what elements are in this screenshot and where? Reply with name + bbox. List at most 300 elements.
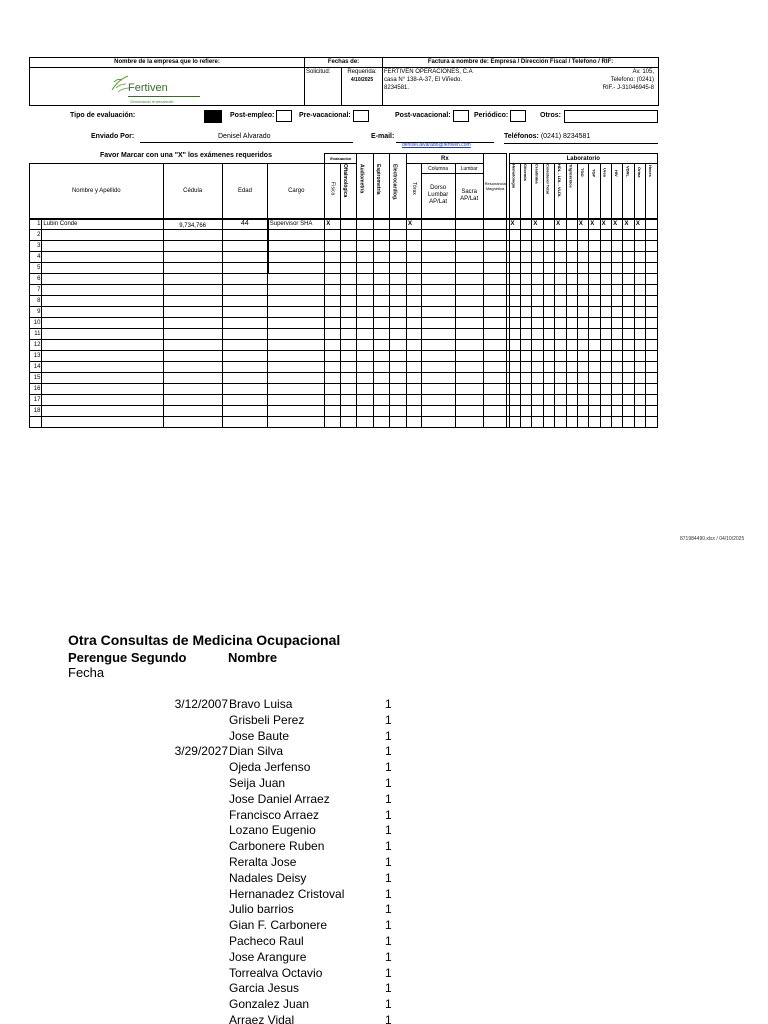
table-cell[interactable] xyxy=(612,285,623,296)
table-cell[interactable] xyxy=(340,406,357,417)
table-cell[interactable] xyxy=(421,351,455,362)
table-cell[interactable] xyxy=(421,373,455,384)
table-cell[interactable] xyxy=(357,406,374,417)
table-cell[interactable] xyxy=(42,318,163,329)
table-cell[interactable] xyxy=(646,307,658,318)
table-cell[interactable] xyxy=(390,351,407,362)
table-cell[interactable] xyxy=(600,384,611,395)
table-cell[interactable] xyxy=(407,384,422,395)
table-cell[interactable] xyxy=(421,318,455,329)
post-empleo-checkbox[interactable] xyxy=(276,110,292,122)
table-cell[interactable] xyxy=(634,373,645,384)
table-cell[interactable] xyxy=(555,329,566,340)
table-cell[interactable] xyxy=(163,252,222,263)
table-row[interactable] xyxy=(30,252,658,263)
table-cell[interactable] xyxy=(222,241,268,252)
table-cell[interactable] xyxy=(634,296,645,307)
table-cell[interactable] xyxy=(646,329,658,340)
table-cell[interactable] xyxy=(373,241,390,252)
table-cell[interactable] xyxy=(577,329,588,340)
table-cell[interactable] xyxy=(357,395,374,406)
table-cell[interactable] xyxy=(407,285,422,296)
table-cell[interactable] xyxy=(555,307,566,318)
tipo-filled-box[interactable] xyxy=(204,110,222,123)
table-cell[interactable] xyxy=(390,340,407,351)
mark-cell[interactable] xyxy=(646,219,658,230)
table-cell[interactable] xyxy=(407,329,422,340)
table-cell[interactable] xyxy=(42,351,163,362)
table-cell[interactable] xyxy=(42,362,163,373)
table-cell[interactable] xyxy=(532,329,543,340)
table-cell[interactable] xyxy=(357,296,374,307)
table-cell[interactable] xyxy=(222,307,268,318)
table-cell[interactable] xyxy=(612,307,623,318)
table-cell[interactable] xyxy=(566,241,577,252)
table-cell[interactable] xyxy=(589,362,600,373)
mark-cell[interactable] xyxy=(357,219,374,230)
table-cell[interactable] xyxy=(325,318,341,329)
table-cell[interactable] xyxy=(634,351,645,362)
table-cell[interactable] xyxy=(623,230,634,241)
table-cell[interactable] xyxy=(543,318,554,329)
table-cell[interactable] xyxy=(421,230,455,241)
table-cell[interactable] xyxy=(340,252,357,263)
table-cell[interactable] xyxy=(407,252,422,263)
table-cell[interactable] xyxy=(577,318,588,329)
table-cell[interactable] xyxy=(623,373,634,384)
table-cell[interactable] xyxy=(589,318,600,329)
table-cell[interactable] xyxy=(483,384,507,395)
table-cell[interactable] xyxy=(421,252,455,263)
table-cell[interactable] xyxy=(373,318,390,329)
mark-lab-10[interactable]: X xyxy=(623,219,634,230)
table-cell[interactable] xyxy=(612,241,623,252)
table-cell[interactable] xyxy=(600,263,611,274)
table-cell[interactable] xyxy=(340,263,357,274)
table-cell[interactable] xyxy=(509,329,520,340)
table-cell[interactable] xyxy=(555,351,566,362)
table-cell[interactable] xyxy=(373,384,390,395)
table-cell[interactable] xyxy=(600,329,611,340)
row-edad[interactable]: 44 xyxy=(222,219,268,230)
table-cell[interactable] xyxy=(509,406,520,417)
table-cell[interactable] xyxy=(483,263,507,274)
table-row[interactable] xyxy=(30,241,658,252)
table-cell[interactable] xyxy=(509,318,520,329)
table-row[interactable] xyxy=(30,307,658,318)
mark-fisica[interactable]: X xyxy=(325,219,341,230)
table-cell[interactable] xyxy=(407,318,422,329)
table-row[interactable] xyxy=(30,230,658,241)
table-cell[interactable] xyxy=(577,274,588,285)
table-cell[interactable] xyxy=(357,263,374,274)
table-cell[interactable] xyxy=(421,285,455,296)
table-cell[interactable] xyxy=(483,340,507,351)
table-cell[interactable] xyxy=(555,384,566,395)
table-cell[interactable] xyxy=(357,318,374,329)
table-cell[interactable] xyxy=(222,340,268,351)
table-cell[interactable] xyxy=(634,263,645,274)
table-cell[interactable] xyxy=(623,329,634,340)
table-cell[interactable] xyxy=(646,318,658,329)
table-cell[interactable] xyxy=(390,329,407,340)
table-row[interactable] xyxy=(30,274,658,285)
table-cell[interactable] xyxy=(646,285,658,296)
table-cell[interactable] xyxy=(421,307,455,318)
table-cell[interactable] xyxy=(612,329,623,340)
table-row[interactable] xyxy=(30,351,658,362)
table-cell[interactable] xyxy=(520,351,531,362)
table-cell[interactable] xyxy=(612,384,623,395)
table-cell[interactable] xyxy=(222,318,268,329)
table-cell[interactable] xyxy=(623,296,634,307)
table-cell[interactable] xyxy=(509,285,520,296)
table-cell[interactable] xyxy=(340,296,357,307)
table-cell[interactable] xyxy=(390,296,407,307)
table-cell[interactable] xyxy=(455,274,483,285)
table-cell[interactable] xyxy=(325,285,341,296)
table-cell[interactable] xyxy=(407,274,422,285)
table-cell[interactable] xyxy=(555,285,566,296)
table-cell[interactable] xyxy=(222,351,268,362)
table-cell[interactable] xyxy=(222,274,268,285)
table-cell[interactable] xyxy=(612,274,623,285)
table-cell[interactable] xyxy=(455,384,483,395)
mark-torax[interactable]: X xyxy=(407,219,422,230)
table-cell[interactable] xyxy=(509,362,520,373)
table-cell[interactable] xyxy=(646,406,658,417)
table-cell[interactable] xyxy=(222,252,268,263)
table-cell[interactable] xyxy=(325,230,341,241)
table-cell[interactable] xyxy=(566,373,577,384)
table-cell[interactable] xyxy=(634,274,645,285)
table-cell[interactable] xyxy=(421,384,455,395)
table-cell[interactable] xyxy=(373,285,390,296)
table-cell[interactable] xyxy=(483,230,507,241)
table-cell[interactable] xyxy=(163,274,222,285)
table-cell[interactable] xyxy=(532,307,543,318)
table-cell[interactable] xyxy=(268,406,325,417)
table-cell[interactable] xyxy=(532,285,543,296)
table-cell[interactable] xyxy=(222,406,268,417)
table-cell[interactable] xyxy=(340,241,357,252)
table-cell[interactable] xyxy=(42,230,163,241)
table-row[interactable] xyxy=(30,373,658,384)
table-cell[interactable] xyxy=(390,263,407,274)
table-cell[interactable] xyxy=(340,318,357,329)
table-cell[interactable] xyxy=(623,395,634,406)
table-cell[interactable] xyxy=(407,406,422,417)
table-cell[interactable] xyxy=(455,395,483,406)
table-row[interactable] xyxy=(30,219,658,230)
table-cell[interactable] xyxy=(483,329,507,340)
table-row[interactable] xyxy=(30,406,658,417)
table-cell[interactable] xyxy=(623,340,634,351)
table-cell[interactable] xyxy=(634,362,645,373)
table-cell[interactable] xyxy=(42,252,163,263)
table-cell[interactable] xyxy=(390,373,407,384)
table-cell[interactable] xyxy=(455,307,483,318)
table-cell[interactable] xyxy=(612,296,623,307)
table-cell[interactable] xyxy=(532,318,543,329)
table-cell[interactable] xyxy=(373,263,390,274)
table-cell[interactable] xyxy=(483,406,507,417)
table-cell[interactable] xyxy=(42,395,163,406)
table-cell[interactable] xyxy=(340,274,357,285)
table-cell[interactable] xyxy=(566,329,577,340)
table-cell[interactable] xyxy=(646,252,658,263)
table-cell[interactable] xyxy=(566,230,577,241)
mark-cell[interactable] xyxy=(483,219,507,230)
table-cell[interactable] xyxy=(222,329,268,340)
table-cell[interactable] xyxy=(268,274,325,285)
table-cell[interactable] xyxy=(577,395,588,406)
table-cell[interactable] xyxy=(268,384,325,395)
table-cell[interactable] xyxy=(520,285,531,296)
table-cell[interactable] xyxy=(357,285,374,296)
table-cell[interactable] xyxy=(163,406,222,417)
table-cell[interactable] xyxy=(532,274,543,285)
table-cell[interactable] xyxy=(543,241,554,252)
table-cell[interactable] xyxy=(390,230,407,241)
table-cell[interactable] xyxy=(623,263,634,274)
table-cell[interactable] xyxy=(455,241,483,252)
table-cell[interactable] xyxy=(543,406,554,417)
table-cell[interactable] xyxy=(325,252,341,263)
table-cell[interactable] xyxy=(407,362,422,373)
table-cell[interactable] xyxy=(555,395,566,406)
table-cell[interactable] xyxy=(543,296,554,307)
mark-lab-8[interactable]: X xyxy=(600,219,611,230)
table-cell[interactable] xyxy=(623,351,634,362)
table-cell[interactable] xyxy=(555,362,566,373)
table-cell[interactable] xyxy=(268,340,325,351)
table-cell[interactable] xyxy=(589,274,600,285)
table-cell[interactable] xyxy=(646,263,658,274)
table-cell[interactable] xyxy=(325,373,341,384)
mark-lab-11[interactable]: X xyxy=(634,219,645,230)
table-cell[interactable] xyxy=(357,340,374,351)
table-cell[interactable] xyxy=(566,362,577,373)
mark-cell[interactable] xyxy=(373,219,390,230)
table-cell[interactable] xyxy=(509,307,520,318)
table-cell[interactable] xyxy=(340,384,357,395)
table-cell[interactable] xyxy=(325,395,341,406)
table-cell[interactable] xyxy=(520,340,531,351)
table-cell[interactable] xyxy=(646,351,658,362)
table-cell[interactable] xyxy=(600,362,611,373)
table-cell[interactable] xyxy=(646,296,658,307)
table-cell[interactable] xyxy=(268,373,325,384)
table-cell[interactable] xyxy=(612,351,623,362)
table-cell[interactable] xyxy=(600,241,611,252)
pre-vacacional-checkbox[interactable] xyxy=(353,110,369,122)
table-cell[interactable] xyxy=(555,340,566,351)
table-cell[interactable] xyxy=(543,351,554,362)
table-cell[interactable] xyxy=(390,318,407,329)
table-row[interactable] xyxy=(30,395,658,406)
table-cell[interactable] xyxy=(340,329,357,340)
table-cell[interactable] xyxy=(555,406,566,417)
table-cell[interactable] xyxy=(222,285,268,296)
table-cell[interactable] xyxy=(407,263,422,274)
table-cell[interactable] xyxy=(520,406,531,417)
table-cell[interactable] xyxy=(634,340,645,351)
table-cell[interactable] xyxy=(623,307,634,318)
table-cell[interactable] xyxy=(612,362,623,373)
table-cell[interactable] xyxy=(555,241,566,252)
table-cell[interactable] xyxy=(325,241,341,252)
table-cell[interactable] xyxy=(589,241,600,252)
table-cell[interactable] xyxy=(509,395,520,406)
table-cell[interactable] xyxy=(600,318,611,329)
table-cell[interactable] xyxy=(373,373,390,384)
table-cell[interactable] xyxy=(163,241,222,252)
table-cell[interactable] xyxy=(390,307,407,318)
post-vacacional-checkbox[interactable] xyxy=(453,110,469,122)
table-cell[interactable] xyxy=(589,307,600,318)
table-cell[interactable] xyxy=(566,318,577,329)
table-cell[interactable] xyxy=(421,406,455,417)
table-cell[interactable] xyxy=(268,296,325,307)
table-cell[interactable] xyxy=(509,340,520,351)
table-cell[interactable] xyxy=(566,384,577,395)
table-cell[interactable] xyxy=(520,263,531,274)
table-cell[interactable] xyxy=(589,395,600,406)
table-cell[interactable] xyxy=(268,307,325,318)
table-cell[interactable] xyxy=(222,395,268,406)
table-cell[interactable] xyxy=(589,351,600,362)
table-row[interactable] xyxy=(30,417,658,428)
table-row[interactable] xyxy=(30,340,658,351)
table-cell[interactable] xyxy=(555,296,566,307)
table-cell[interactable] xyxy=(577,362,588,373)
table-cell[interactable] xyxy=(325,340,341,351)
table-cell[interactable] xyxy=(646,241,658,252)
table-cell[interactable] xyxy=(520,318,531,329)
table-cell[interactable] xyxy=(268,230,325,241)
table-cell[interactable] xyxy=(577,241,588,252)
table-cell[interactable] xyxy=(646,384,658,395)
table-cell[interactable] xyxy=(589,263,600,274)
table-cell[interactable] xyxy=(340,362,357,373)
table-cell[interactable] xyxy=(483,296,507,307)
table-cell[interactable] xyxy=(421,296,455,307)
enviado-field[interactable] xyxy=(140,133,353,143)
table-cell[interactable] xyxy=(623,241,634,252)
table-cell[interactable] xyxy=(455,329,483,340)
table-cell[interactable] xyxy=(340,351,357,362)
table-cell[interactable] xyxy=(566,285,577,296)
table-cell[interactable] xyxy=(357,384,374,395)
table-cell[interactable] xyxy=(612,395,623,406)
table-cell[interactable] xyxy=(577,373,588,384)
table-cell[interactable] xyxy=(421,241,455,252)
table-cell[interactable] xyxy=(566,406,577,417)
mark-cell[interactable] xyxy=(520,219,531,230)
table-cell[interactable] xyxy=(600,252,611,263)
table-cell[interactable] xyxy=(455,230,483,241)
table-cell[interactable] xyxy=(373,406,390,417)
table-cell[interactable] xyxy=(357,252,374,263)
table-cell[interactable] xyxy=(455,318,483,329)
table-cell[interactable] xyxy=(600,296,611,307)
table-cell[interactable] xyxy=(407,230,422,241)
table-cell[interactable] xyxy=(421,329,455,340)
table-cell[interactable] xyxy=(340,307,357,318)
table-cell[interactable] xyxy=(532,340,543,351)
table-cell[interactable] xyxy=(340,285,357,296)
table-cell[interactable] xyxy=(268,362,325,373)
table-cell[interactable] xyxy=(373,351,390,362)
table-cell[interactable] xyxy=(455,351,483,362)
table-cell[interactable] xyxy=(407,241,422,252)
table-cell[interactable] xyxy=(390,384,407,395)
table-cell[interactable] xyxy=(509,373,520,384)
table-cell[interactable] xyxy=(532,406,543,417)
table-cell[interactable] xyxy=(357,241,374,252)
otros-input[interactable] xyxy=(564,110,658,123)
table-cell[interactable] xyxy=(543,373,554,384)
table-cell[interactable] xyxy=(222,384,268,395)
table-cell[interactable] xyxy=(543,395,554,406)
table-cell[interactable] xyxy=(455,406,483,417)
row-cargo[interactable]: Supervisor SHA xyxy=(268,219,325,230)
table-cell[interactable] xyxy=(555,373,566,384)
table-cell[interactable] xyxy=(555,318,566,329)
table-cell[interactable] xyxy=(577,351,588,362)
mark-cell[interactable] xyxy=(455,219,483,230)
row-nombre[interactable]: Lubin Conde xyxy=(42,219,163,230)
table-cell[interactable] xyxy=(543,274,554,285)
table-cell[interactable] xyxy=(623,362,634,373)
table-cell[interactable] xyxy=(390,362,407,373)
table-cell[interactable] xyxy=(373,329,390,340)
table-cell[interactable] xyxy=(483,373,507,384)
table-cell[interactable] xyxy=(520,241,531,252)
table-cell[interactable] xyxy=(373,362,390,373)
table-cell[interactable] xyxy=(483,285,507,296)
table-cell[interactable] xyxy=(483,252,507,263)
table-cell[interactable] xyxy=(543,307,554,318)
table-cell[interactable] xyxy=(325,263,341,274)
table-cell[interactable] xyxy=(163,318,222,329)
table-cell[interactable] xyxy=(390,241,407,252)
table-cell[interactable] xyxy=(509,241,520,252)
table-cell[interactable] xyxy=(646,274,658,285)
table-cell[interactable] xyxy=(483,318,507,329)
table-cell[interactable] xyxy=(600,406,611,417)
table-cell[interactable] xyxy=(555,230,566,241)
table-cell[interactable] xyxy=(532,395,543,406)
mark-lab-4[interactable]: X xyxy=(555,219,566,230)
table-cell[interactable] xyxy=(268,252,325,263)
table-cell[interactable] xyxy=(325,384,341,395)
table-cell[interactable] xyxy=(589,384,600,395)
table-cell[interactable] xyxy=(407,373,422,384)
table-cell[interactable] xyxy=(634,406,645,417)
table-cell[interactable] xyxy=(222,373,268,384)
table-row[interactable] xyxy=(30,384,658,395)
table-cell[interactable] xyxy=(577,340,588,351)
table-cell[interactable] xyxy=(577,384,588,395)
table-cell[interactable] xyxy=(634,230,645,241)
table-cell[interactable] xyxy=(646,373,658,384)
table-cell[interactable] xyxy=(357,351,374,362)
table-cell[interactable] xyxy=(373,296,390,307)
table-cell[interactable] xyxy=(634,395,645,406)
table-cell[interactable] xyxy=(532,252,543,263)
